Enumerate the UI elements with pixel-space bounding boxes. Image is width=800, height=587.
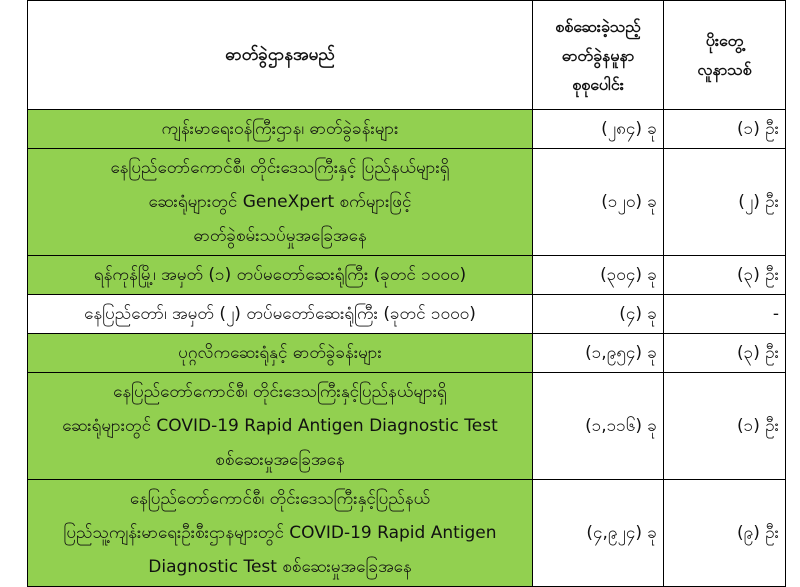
lab-name-line: ပုဂ္ဂလိကဆေးရုံနှင့် ဓာတ်ခွဲခန်းများ: [178, 343, 382, 363]
header-samples-tested: [533, 1, 664, 110]
lab-name-cell: [28, 256, 533, 295]
table-row: [28, 480, 786, 587]
table-row: [28, 334, 786, 373]
new-positive-cell: (၁) ဦး: [664, 110, 786, 149]
lab-results-table: [27, 0, 786, 587]
lab-name-line: ဆေးရုံများတွင် GeneXpert စက်များဖြင့်: [148, 192, 412, 212]
header-new-positive: [664, 1, 786, 110]
samples-tested-cell: (၁,၉၅၄) ခု: [533, 334, 664, 373]
lab-name-line: နေပြည်တော်၊ အမှတ် (၂) တပ်မတော်ဆေးရုံကြီး (ခုတင် ၁၀၀၀): [84, 304, 476, 324]
samples-tested-cell: (၄) ခု: [533, 295, 664, 334]
table-row: [28, 256, 786, 295]
header-row: [28, 1, 786, 110]
new-positive-cell: (၂) ဦး: [664, 149, 786, 256]
header-samples-tested-line-1: စစ်ဆေးခဲ့သည့်: [555, 16, 641, 36]
lab-name-line: ပြည်သူ့ကျန်းမာရေးဦးစီးဌာနများတွင် COVID-19 Rapid Antigen: [63, 523, 497, 543]
lab-name-line: နေပြည်တော်ကောင်စီ၊ တိုင်းဒေသကြီးနှင့်ပြည်နယ်: [129, 489, 431, 509]
lab-name-cell: [28, 334, 533, 373]
samples-tested-cell: (၄,၉၂၄) ခု: [533, 480, 664, 587]
table-row: [28, 110, 786, 149]
lab-name-line: Diagnostic Test စစ်ဆေးမှုအခြေအနေ: [148, 557, 412, 577]
lab-name-line: ရန်ကုန်မြို့၊ အမှတ် (၁) တပ်မတော်ဆေးရုံကြီး (ခုတင် ၁၀၀၀): [93, 265, 467, 285]
lab-name-line: ကျန်းမာရေးဝန်ကြီးဌာန၊ ဓာတ်ခွဲခန်းများ: [161, 119, 399, 139]
table-row: [28, 295, 786, 334]
table-row: [28, 149, 786, 256]
lab-name-cell: [28, 373, 533, 480]
samples-tested-cell: (၁၂၀) ခု: [533, 149, 664, 256]
new-positive-cell: (၁) ဦး: [664, 373, 786, 480]
header-samples-tested-line-2: ဓာတ်ခွဲနမူနာ: [561, 45, 635, 65]
header-lab-name: ဓာတ်ခွဲဌာနအမည်: [28, 1, 533, 110]
lab-name-line: ဆေးရုံများတွင် COVID-19 Rapid Antigen Diagnostic Test: [62, 416, 498, 436]
lab-name-cell: [28, 295, 533, 334]
table-row: [28, 373, 786, 480]
lab-results-table-container: [27, 0, 785, 577]
lab-name-cell: [28, 110, 533, 149]
new-positive-cell: (၉) ဦး: [664, 480, 786, 587]
header-new-positive-line-1: ပိုးတွေ့: [705, 31, 744, 50]
new-positive-cell: -: [664, 295, 786, 334]
lab-name-line: စစ်ဆေးမှုအခြေအနေ: [215, 450, 345, 470]
new-positive-cell: (၃) ဦး: [664, 334, 786, 373]
samples-tested-cell: (၃၀၄) ခု: [533, 256, 664, 295]
lab-name-line: နေပြည်တော်ကောင်စီ၊ တိုင်းဒေသကြီးနှင့်ပြည်နယ်များရှိ: [113, 382, 447, 402]
samples-tested-cell: (၂၈၄) ခု: [533, 110, 664, 149]
lab-name-line: ဓာတ်ခွဲစမ်းသပ်မှုအခြေအနေ: [193, 226, 367, 246]
header-new-positive-line-2: လူနာသစ်: [697, 60, 752, 79]
header-samples-tested-line-3: စုစုပေါင်း: [572, 74, 624, 94]
new-positive-cell: (၃) ဦး: [664, 256, 786, 295]
lab-name-line: နေပြည်တော်ကောင်စီ၊ တိုင်းဒေသကြီးနှင့် ပြည်နယ်များရှိ: [110, 158, 450, 178]
samples-tested-cell: (၁,၁၁၆) ခု: [533, 373, 664, 480]
lab-name-cell: [28, 480, 533, 587]
lab-name-cell: [28, 149, 533, 256]
